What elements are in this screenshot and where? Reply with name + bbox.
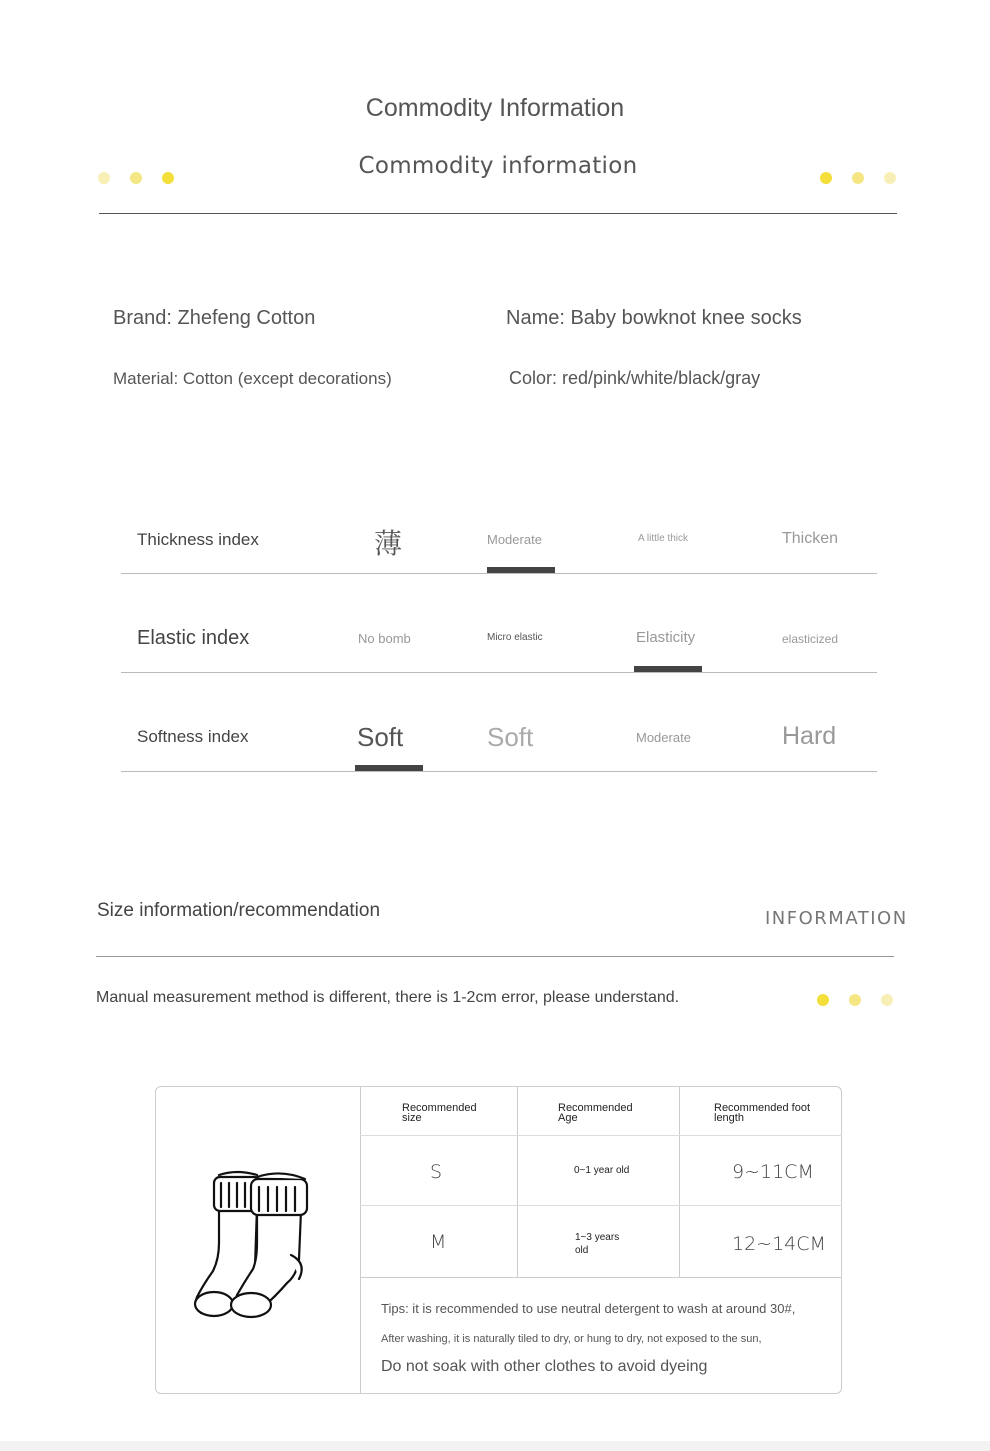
thickness-option-moderate: Moderate [487, 532, 542, 547]
thickness-index-rule [121, 573, 877, 574]
softness-index-rule [121, 771, 877, 772]
elastic-index-rule [121, 672, 877, 673]
care-tip-3: Do not soak with other clothes to avoid dyeing [381, 1358, 708, 1375]
thickness-index-label: Thickness index [137, 530, 259, 549]
table-row-divider-3 [360, 1277, 842, 1278]
table-col-divider-1 [360, 1087, 361, 1393]
header-recommended-size: Recommended size [402, 1102, 477, 1124]
note-dot-2 [849, 994, 861, 1006]
row-s-size: S [430, 1161, 443, 1183]
name-text: Name: Baby bowknot knee socks [506, 307, 802, 329]
softness-option-hard: Hard [782, 722, 837, 750]
row-m-age: 1~3 years old [575, 1232, 620, 1256]
care-tip-2: After washing, it is naturally tiled to dry, or hung to dry, not exposed to the sun, [381, 1333, 762, 1345]
page-title: Commodity Information [365, 94, 625, 122]
elastic-option-elasticized: elasticized [782, 632, 839, 646]
row-m-size: M [430, 1231, 447, 1253]
decor-dot-left-1 [98, 172, 110, 184]
measurement-note: Manual measurement method is different, there is 1-2cm error, please understand. [96, 989, 680, 1006]
decor-dot-left-2 [130, 172, 142, 184]
thickness-option-little-thick: A little thick [638, 533, 689, 544]
size-section-divider [96, 956, 894, 957]
socks-icon [191, 1167, 321, 1322]
elastic-index-label: Elastic index [137, 627, 250, 649]
size-table [155, 1086, 842, 1394]
page-subtitle: Commodity information [358, 153, 638, 179]
color-text: Color: red/pink/white/black/gray [509, 368, 761, 388]
material-text: Material: Cotton (except decorations) [113, 369, 392, 388]
row-s-foot-length: 9~11CM [732, 1161, 814, 1183]
softness-index-label: Softness index [137, 727, 249, 746]
note-dot-3 [881, 994, 893, 1006]
decor-dot-left-3 [162, 172, 174, 184]
thickness-option-thin: 薄 [374, 527, 403, 560]
size-section-tag: INFORMATION [765, 908, 908, 929]
elastic-option-elasticity: Elasticity [636, 629, 696, 646]
thickness-option-thicken: Thicken [782, 530, 839, 547]
decor-dot-right-1 [820, 172, 832, 184]
header-recommended-age: Recommended Age [558, 1102, 633, 1124]
softness-option-soft-1: Soft [357, 722, 404, 752]
table-row-divider-1 [360, 1135, 842, 1136]
table-col-divider-2 [517, 1087, 518, 1278]
brand-text: Brand: Zhefeng Cotton [113, 307, 316, 329]
row-s-age: 0~1 year old [574, 1165, 630, 1176]
elastic-option-no-bomb: No bomb [358, 631, 411, 646]
care-tip-1: Tips: it is recommended to use neutral detergent to wash at around 30#, [381, 1301, 796, 1316]
elastic-option-micro: Micro elastic [487, 632, 543, 643]
table-row-divider-2 [360, 1205, 842, 1206]
decor-dot-right-2 [852, 172, 864, 184]
bottom-strip [0, 1441, 990, 1451]
size-section-title: Size information/recommendation [97, 900, 381, 921]
softness-option-soft-2: Soft [487, 722, 534, 752]
header-recommended-foot-length: Recommended foot length [714, 1102, 810, 1124]
header-divider [99, 213, 897, 214]
row-m-foot-length: 12~14CM [732, 1233, 826, 1255]
softness-option-moderate: Moderate [636, 730, 691, 745]
table-col-divider-3 [679, 1087, 680, 1278]
note-dot-1 [817, 994, 829, 1006]
decor-dot-right-3 [884, 172, 896, 184]
